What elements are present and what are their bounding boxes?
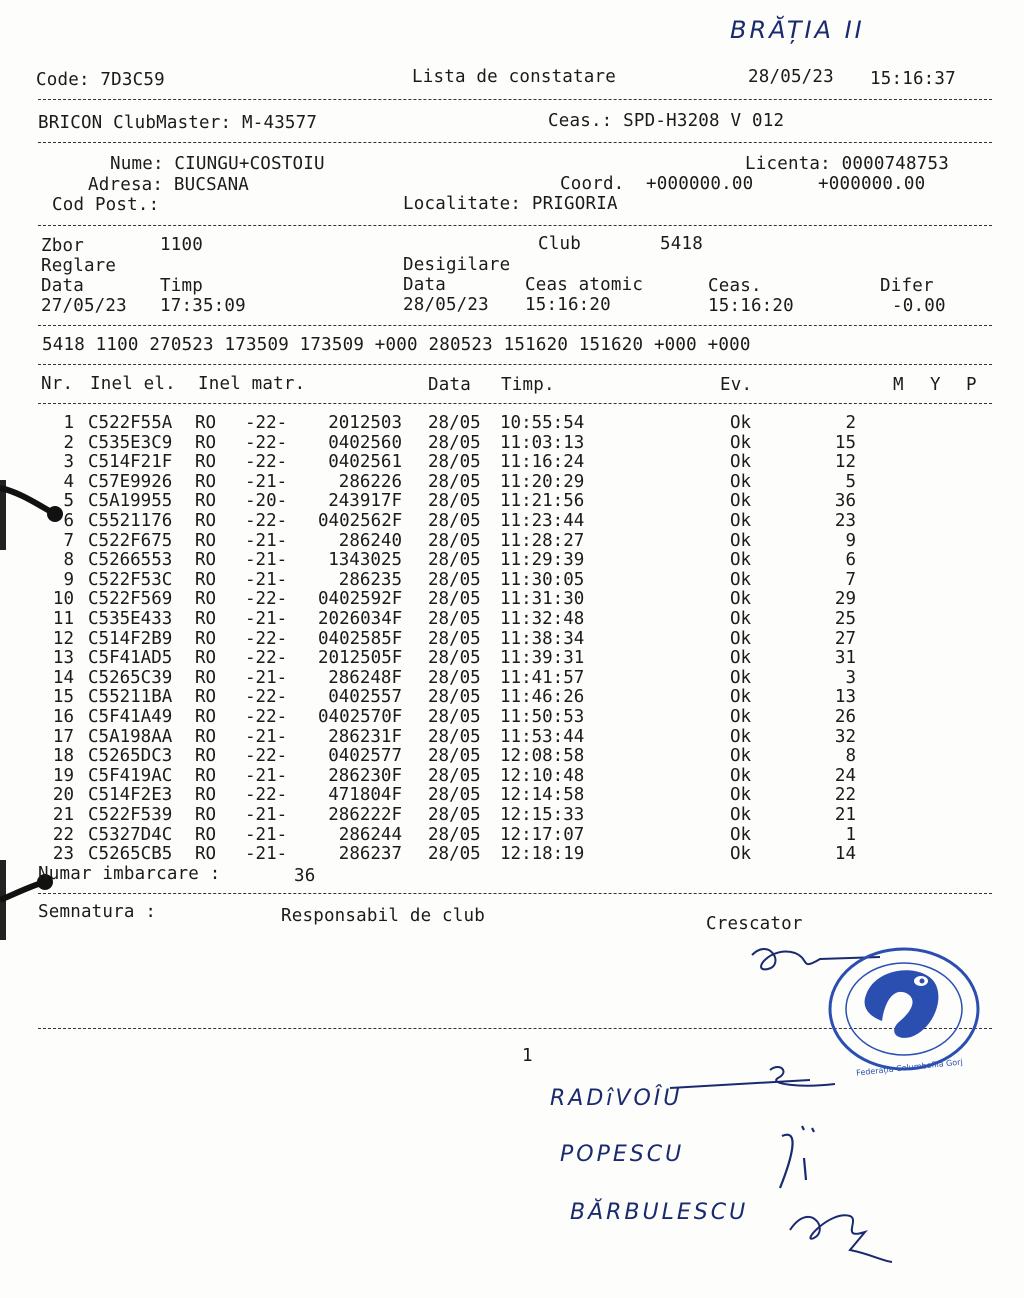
signature-scribble: [780, 1190, 900, 1270]
reglare-label: Reglare: [41, 256, 117, 276]
row-number: 9: [63, 569, 74, 590]
event-status: Ok: [730, 471, 752, 492]
table-row: [0, 844, 1024, 864]
ring-number: 286235: [338, 569, 402, 590]
arrival-time: 11:39:31: [500, 648, 585, 669]
row-number: 12: [52, 628, 74, 649]
table-row: [0, 727, 1024, 747]
ring-number: 0402561: [328, 452, 402, 473]
ring-number: 0402562F: [318, 511, 403, 531]
event-status: Ok: [730, 765, 752, 786]
ring-number: 286226: [338, 471, 402, 492]
ring-year: -22-: [245, 432, 288, 453]
arrival-time: 11:50:53: [500, 707, 585, 727]
row-number: 17: [52, 726, 74, 747]
ring-number: 286231F: [328, 726, 402, 747]
electronic-ring: C514F21F: [88, 452, 173, 473]
row-number: 15: [52, 687, 74, 708]
arrival-date: 28/05: [428, 569, 481, 590]
position: 1: [845, 824, 856, 845]
position: 3: [845, 667, 856, 688]
clock-difference: -0.00: [892, 296, 946, 316]
breeder-label: Crescator: [706, 914, 803, 934]
ring-year: -22-: [245, 413, 288, 433]
ring-country: RO: [195, 452, 217, 473]
ring-number: 243917F: [328, 491, 402, 512]
difference-label: Difer: [880, 276, 934, 296]
position: 27: [834, 628, 856, 649]
arrival-date: 28/05: [428, 609, 481, 629]
row-number: 10: [52, 589, 74, 610]
arrival-date: 28/05: [428, 824, 481, 845]
club-number: 5418: [660, 234, 703, 254]
row-number: 23: [52, 844, 74, 865]
table-row: [0, 805, 1024, 825]
electronic-ring: C57E9926: [88, 471, 173, 492]
electronic-ring: C5265CB5: [88, 844, 173, 865]
ring-year: -22-: [245, 628, 288, 649]
boarding-count-label: Numar imbarcare :: [38, 864, 221, 884]
ring-year: -22-: [245, 707, 288, 727]
clock-label: Ceas.: [708, 276, 762, 296]
ring-year: -22-: [245, 687, 288, 708]
event-status: Ok: [730, 550, 752, 571]
coord-label: Coord.: [560, 174, 625, 194]
row-number: 20: [52, 785, 74, 806]
arrival-date: 28/05: [428, 589, 481, 610]
table-row: [0, 531, 1024, 551]
data-label: Data: [403, 275, 446, 295]
boarding-count-value: 36: [294, 866, 316, 886]
arrival-date: 28/05: [428, 844, 481, 865]
owner-name: Nume: CIUNGU+COSTOIU: [110, 154, 325, 174]
row-number: 21: [52, 805, 74, 825]
arrival-date: 28/05: [428, 687, 481, 708]
arrival-date: 28/05: [428, 628, 481, 649]
electronic-ring: C5F419AC: [88, 765, 173, 786]
ring-country: RO: [195, 824, 217, 845]
ring-country: RO: [195, 707, 217, 727]
ring-number: 0402560: [328, 432, 402, 453]
ring-year: -20-: [245, 491, 288, 512]
row-number: 22: [52, 824, 74, 845]
postal-code-label: Cod Post.:: [52, 195, 160, 215]
col-header-p: P: [966, 375, 977, 395]
ring-number: 0402577: [328, 746, 402, 767]
ring-number: 0402570F: [318, 707, 403, 727]
position: 24: [834, 765, 856, 786]
arrival-time: 12:17:07: [500, 824, 585, 845]
event-status: Ok: [730, 569, 752, 590]
event-status: Ok: [730, 589, 752, 610]
col-header-data: Data: [428, 375, 471, 395]
locality: Localitate: PRIGORIA: [403, 194, 618, 214]
club-responsible-label: Responsabil de club: [281, 906, 485, 926]
arrival-time: 12:15:33: [500, 805, 585, 825]
ring-year: -22-: [245, 589, 288, 610]
arrival-date: 28/05: [428, 785, 481, 806]
ring-country: RO: [195, 609, 217, 629]
signature-scribble: [770, 1118, 830, 1198]
row-number: 4: [63, 471, 74, 492]
arrival-date: 28/05: [428, 413, 481, 433]
document-code: Code: 7D3C59: [36, 70, 165, 90]
table-row: [0, 687, 1024, 707]
desigilare-label: Desigilare: [403, 255, 511, 275]
row-number: 11: [52, 609, 74, 629]
event-status: Ok: [730, 785, 752, 806]
coord-value-2: +000000.00: [818, 174, 926, 194]
event-status: Ok: [730, 805, 752, 825]
ring-number: 286240: [338, 530, 402, 551]
position: 9: [845, 530, 856, 551]
row-number: 14: [52, 667, 74, 688]
electronic-ring: C5265C39: [88, 667, 173, 688]
handwritten-name-1: RADîVOÎU: [550, 1086, 683, 1111]
arrival-date: 28/05: [428, 805, 481, 825]
position: 6: [845, 550, 856, 571]
ring-year: -22-: [245, 511, 288, 531]
electronic-ring: C55211BA: [88, 687, 173, 708]
flight-number: 1100: [160, 235, 203, 255]
table-row: [0, 766, 1024, 786]
divider: [38, 893, 992, 894]
row-number: 2: [63, 432, 74, 453]
table-row: [0, 550, 1024, 570]
position: 23: [834, 511, 856, 531]
table-row: [0, 707, 1024, 727]
electronic-ring: C5327D4C: [88, 824, 173, 845]
data-label: Data: [41, 276, 84, 296]
event-status: Ok: [730, 511, 752, 531]
table-row: [0, 472, 1024, 492]
atomic-clock-label: Ceas atomic: [525, 275, 644, 295]
row-number: 3: [63, 452, 74, 473]
electronic-ring: C522F55A: [88, 413, 173, 433]
ring-country: RO: [195, 569, 217, 590]
row-number: 19: [52, 765, 74, 786]
arrival-time: 10:55:54: [500, 413, 585, 433]
electronic-ring: C5F41AD5: [88, 648, 173, 669]
table-row: [0, 668, 1024, 688]
row-number: 5: [63, 491, 74, 512]
arrival-time: 12:10:48: [500, 765, 585, 786]
ring-country: RO: [195, 550, 217, 571]
event-status: Ok: [730, 667, 752, 688]
ring-country: RO: [195, 471, 217, 492]
ring-number: 286230F: [328, 765, 402, 786]
arrival-date: 28/05: [428, 471, 481, 492]
ring-year: -22-: [245, 648, 288, 669]
electronic-ring: C522F569: [88, 589, 173, 610]
atomic-clock-time: 15:16:20: [525, 295, 611, 315]
event-status: Ok: [730, 491, 752, 512]
ring-number: 2012503: [328, 413, 402, 433]
col-header-ev: Ev.: [720, 375, 753, 395]
arrival-date: 28/05: [428, 550, 481, 571]
table-row: [0, 413, 1024, 433]
position: 32: [834, 726, 856, 747]
event-status: Ok: [730, 609, 752, 629]
ring-country: RO: [195, 511, 217, 531]
position: 14: [834, 844, 856, 865]
position: 13: [834, 687, 856, 708]
ring-year: -21-: [245, 726, 288, 747]
ring-country: RO: [195, 491, 217, 512]
ring-number: 286244: [338, 824, 402, 845]
arrival-time: 12:08:58: [500, 746, 585, 767]
electronic-ring: C5F41A49: [88, 707, 173, 727]
event-status: Ok: [730, 628, 752, 649]
ring-number: 286248F: [328, 667, 402, 688]
row-number: 16: [52, 707, 74, 727]
arrival-time: 11:21:56: [500, 491, 585, 512]
table-row: [0, 609, 1024, 629]
arrival-time: 11:23:44: [500, 511, 585, 531]
ring-number: 286222F: [328, 805, 402, 825]
event-status: Ok: [730, 413, 752, 433]
event-status: Ok: [730, 844, 752, 865]
row-number: 13: [52, 648, 74, 669]
ring-year: -21-: [245, 765, 288, 786]
divider: [38, 142, 992, 143]
handwritten-name-3: BĂRBULESCU: [570, 1200, 749, 1225]
position: 25: [834, 609, 856, 629]
ring-country: RO: [195, 746, 217, 767]
ring-country: RO: [195, 530, 217, 551]
stamp-text: Federația Columbofilă Gorj: [855, 1057, 964, 1078]
col-header-y: Y: [930, 375, 941, 395]
coord-value-1: +000000.00: [646, 174, 754, 194]
table-row: [0, 589, 1024, 609]
arrival-date: 28/05: [428, 432, 481, 453]
arrival-date: 28/05: [428, 726, 481, 747]
arrival-time: 11:41:57: [500, 667, 585, 688]
signature-label: Semnatura :: [38, 902, 157, 922]
arrival-date: 28/05: [428, 491, 481, 512]
event-status: Ok: [730, 530, 752, 551]
position: 36: [834, 491, 856, 512]
position: 31: [834, 648, 856, 669]
ring-year: -21-: [245, 667, 288, 688]
row-number: 6: [63, 511, 74, 531]
arrival-date: 28/05: [428, 707, 481, 727]
position: 7: [845, 569, 856, 590]
event-status: Ok: [730, 726, 752, 747]
table-row: [0, 491, 1024, 511]
page-number: 1: [522, 1046, 533, 1066]
arrival-time: 12:18:19: [500, 844, 585, 865]
divider: [38, 325, 992, 326]
unseal-date: 28/05/23: [403, 295, 489, 315]
electronic-ring: C5A198AA: [88, 726, 173, 747]
print-time: 15:16:37: [870, 69, 956, 89]
arrival-time: 11:32:48: [500, 609, 585, 629]
col-header-m: M: [893, 375, 904, 395]
ring-country: RO: [195, 687, 217, 708]
position: 2: [845, 413, 856, 433]
position: 15: [834, 432, 856, 453]
ring-year: -21-: [245, 530, 288, 551]
position: 21: [834, 805, 856, 825]
divider: [38, 99, 992, 100]
ring-year: -21-: [245, 550, 288, 571]
divider: [38, 364, 992, 365]
electronic-ring: C5266553: [88, 550, 173, 571]
ring-number: 1343025: [328, 550, 402, 571]
table-row: [0, 570, 1024, 590]
event-status: Ok: [730, 824, 752, 845]
arrival-date: 28/05: [428, 530, 481, 551]
arrival-date: 28/05: [428, 667, 481, 688]
ring-country: RO: [195, 432, 217, 453]
license-number: Licenta: 0000748753: [745, 154, 949, 174]
print-date: 28/05/23: [748, 67, 834, 87]
code-line: 5418 1100 270523 173509 173509 +000 280523 151620 151620 +000 +000: [42, 335, 751, 355]
clubmaster-id: BRICON ClubMaster: M-43577: [38, 113, 318, 133]
ring-year: -21-: [245, 569, 288, 590]
table-row: [0, 511, 1024, 531]
set-date: 27/05/23: [41, 296, 127, 316]
ring-country: RO: [195, 413, 217, 433]
event-status: Ok: [730, 687, 752, 708]
handwritten-name-2: POPESCU: [560, 1142, 685, 1167]
club-label: Club: [538, 234, 581, 254]
ring-country: RO: [195, 648, 217, 669]
table-row: [0, 746, 1024, 766]
page-title: Lista de constatare: [412, 67, 616, 87]
arrival-date: 28/05: [428, 765, 481, 786]
ring-year: -22-: [245, 452, 288, 473]
arrival-time: 11:31:30: [500, 589, 585, 610]
arrival-time: 11:46:26: [500, 687, 585, 708]
arrival-date: 28/05: [428, 511, 481, 531]
col-header-timp: Timp.: [501, 375, 555, 395]
arrival-time: 11:38:34: [500, 628, 585, 649]
ring-year: -21-: [245, 844, 288, 865]
arrival-time: 11:53:44: [500, 726, 585, 747]
electronic-ring: C522F53C: [88, 569, 173, 590]
ring-year: -21-: [245, 805, 288, 825]
owner-address: Adresa: BUCSANA: [88, 175, 250, 195]
position: 22: [834, 785, 856, 806]
electronic-ring: C535E3C9: [88, 432, 173, 453]
ring-number: 0402592F: [318, 589, 403, 610]
table-row: [0, 629, 1024, 649]
ring-country: RO: [195, 726, 217, 747]
position: 8: [845, 746, 856, 767]
ring-year: -21-: [245, 609, 288, 629]
electronic-ring: C522F675: [88, 530, 173, 551]
flight-label: Zbor: [41, 236, 84, 256]
arrival-time: 11:20:29: [500, 471, 585, 492]
ring-number: 2026034F: [318, 609, 403, 629]
event-status: Ok: [730, 648, 752, 669]
ring-number: 2012505F: [318, 648, 403, 669]
position: 12: [834, 452, 856, 473]
event-status: Ok: [730, 432, 752, 453]
electronic-ring: C5521176: [88, 511, 173, 531]
col-header-inel-el: Inel el.: [90, 374, 176, 394]
ring-country: RO: [195, 589, 217, 610]
divider: [38, 403, 992, 404]
ring-country: RO: [195, 785, 217, 806]
clock-time: 15:16:20: [708, 296, 794, 316]
ring-year: -21-: [245, 824, 288, 845]
ring-number: 0402557: [328, 687, 402, 708]
table-row: [0, 825, 1024, 845]
position: 5: [845, 471, 856, 492]
electronic-ring: C535E433: [88, 609, 173, 629]
arrival-time: 11:16:24: [500, 452, 585, 473]
position: 29: [834, 589, 856, 610]
row-number: 1: [63, 413, 74, 433]
ring-number: 286237: [338, 844, 402, 865]
arrival-time: 11:28:27: [500, 530, 585, 551]
set-time: 17:35:09: [160, 296, 246, 316]
federation-stamp: [826, 945, 986, 1078]
col-header-inel-matr: Inel matr.: [198, 374, 306, 394]
row-number: 7: [63, 530, 74, 551]
row-number: 18: [52, 746, 74, 767]
ring-number: 0402585F: [318, 628, 403, 649]
ring-country: RO: [195, 628, 217, 649]
timp-label: Timp: [160, 276, 203, 296]
arrival-date: 28/05: [428, 452, 481, 473]
electronic-ring: C5A19955: [88, 491, 173, 512]
col-header-nr: Nr.: [41, 374, 74, 394]
ring-year: -22-: [245, 746, 288, 767]
ring-country: RO: [195, 844, 217, 865]
electronic-ring: C5265DC3: [88, 746, 173, 767]
table-row: [0, 648, 1024, 668]
signature-scribble: [660, 1058, 860, 1108]
arrival-time: 11:30:05: [500, 569, 585, 590]
electronic-ring: C514F2B9: [88, 628, 173, 649]
electronic-ring: C522F539: [88, 805, 173, 825]
divider: [38, 225, 992, 226]
table-row: [0, 785, 1024, 805]
event-status: Ok: [730, 707, 752, 727]
event-status: Ok: [730, 452, 752, 473]
table-row: [0, 452, 1024, 472]
arrival-time: 11:29:39: [500, 550, 585, 571]
ring-number: 471804F: [328, 785, 402, 806]
row-number: 8: [63, 550, 74, 571]
table-row: [0, 433, 1024, 453]
arrival-time: 12:14:58: [500, 785, 585, 806]
ring-country: RO: [195, 805, 217, 825]
electronic-ring: C514F2E3: [88, 785, 173, 806]
ring-country: RO: [195, 765, 217, 786]
ring-country: RO: [195, 667, 217, 688]
ring-year: -22-: [245, 785, 288, 806]
event-status: Ok: [730, 746, 752, 767]
handwritten-title: BRĂȚIA II: [730, 16, 865, 44]
ring-year: -21-: [245, 471, 288, 492]
clock-id: Ceas.: SPD-H3208 V 012: [548, 111, 785, 131]
arrival-date: 28/05: [428, 648, 481, 669]
position: 26: [834, 707, 856, 727]
arrival-time: 11:03:13: [500, 432, 585, 453]
arrival-date: 28/05: [428, 746, 481, 767]
